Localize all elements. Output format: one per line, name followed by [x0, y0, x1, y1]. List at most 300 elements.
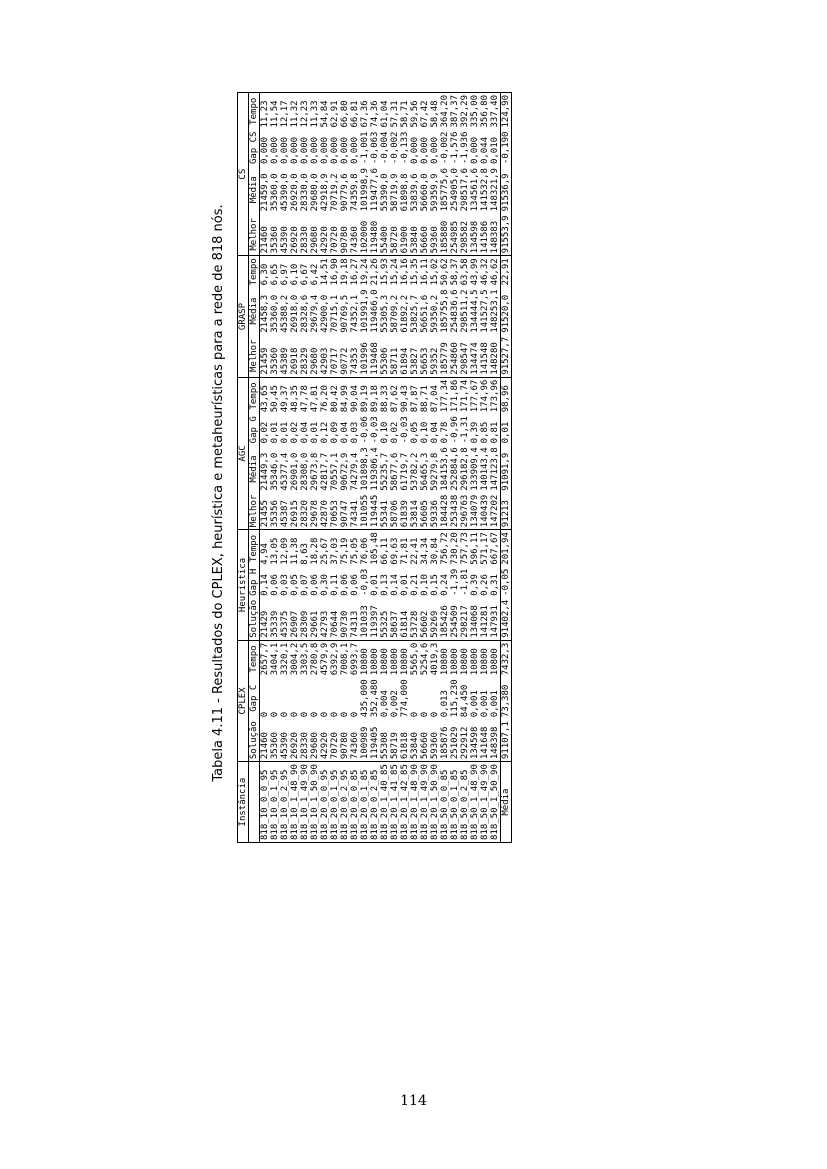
- value-cell: 0,01: [370, 574, 380, 596]
- value-cell: 91213: [501, 493, 512, 530]
- value-cell: 87,04: [430, 377, 440, 414]
- value-cell: 29680: [310, 226, 320, 254]
- value-cell: 667,67: [490, 530, 501, 567]
- value-cell: 14,51: [320, 256, 330, 288]
- value-cell: 6,65: [270, 256, 280, 288]
- value-cell: 35360,0: [270, 173, 280, 212]
- value-cell: 254985: [450, 220, 460, 254]
- value-cell: 42817,7: [320, 452, 330, 491]
- value-cell: 58,37: [450, 256, 460, 288]
- value-cell: 0,13: [380, 574, 390, 596]
- table-row: [350, 93, 360, 843]
- value-cell: 171,74: [460, 377, 470, 414]
- value-cell: 53840: [410, 732, 420, 760]
- value-cell: 0,06: [340, 574, 350, 596]
- value-cell: 70644: [330, 610, 340, 638]
- value-cell: 28330,0: [300, 173, 310, 212]
- value-cell: 58709,2: [390, 294, 400, 333]
- value-cell: 105,48: [370, 530, 380, 567]
- value-cell: 30,84: [430, 530, 440, 567]
- value-cell: -0,03: [370, 416, 380, 444]
- instance-cell: 818_50_0_2_85: [460, 762, 470, 843]
- value-cell: 89,18: [370, 377, 380, 414]
- value-cell: 74352,1: [350, 294, 360, 333]
- value-cell: 53827: [410, 347, 420, 375]
- header-heuristica: Heurística: [238, 530, 249, 641]
- value-cell: 50,45: [270, 377, 280, 414]
- value-cell: 774,000: [400, 679, 410, 718]
- value-cell: 26920,0: [290, 173, 300, 212]
- value-cell: 45387: [280, 500, 290, 528]
- value-cell: 13,05: [270, 530, 280, 567]
- table-row: [420, 93, 430, 843]
- value-cell: 22,91: [501, 256, 512, 288]
- value-cell: 91520,0: [501, 287, 512, 334]
- value-cell: 88,33: [380, 377, 390, 414]
- instance-cell: 818_20_0_2_85: [370, 762, 380, 843]
- instance-cell: 818_10_0_1_95: [270, 762, 280, 843]
- table-row: [400, 93, 410, 843]
- value-cell: 61818: [400, 732, 410, 760]
- value-cell: 101996: [360, 342, 370, 375]
- table-row: [310, 93, 320, 843]
- value-cell: 42903: [320, 347, 330, 375]
- value-cell: 54,84: [320, 93, 330, 130]
- value-cell: 11,23: [260, 93, 271, 130]
- value-cell: -0,004: [380, 131, 390, 165]
- value-cell: 119480: [370, 220, 380, 254]
- value-cell: 335,00: [470, 93, 480, 130]
- value-cell: 141281: [480, 605, 490, 638]
- instance-cell: 818_50_0_1_85: [450, 762, 460, 843]
- value-cell: 26907: [290, 610, 300, 638]
- table-row: [360, 93, 370, 843]
- value-cell: 4579,9: [320, 640, 330, 677]
- value-cell: 0,010: [490, 136, 500, 165]
- value-cell: 5565,0: [410, 640, 420, 677]
- value-cell: 28308,0: [300, 452, 310, 491]
- value-cell: 59,56: [410, 93, 420, 130]
- value-cell: 0,10: [380, 421, 390, 444]
- value-cell: 0,11: [330, 574, 340, 596]
- table-row: [390, 93, 400, 843]
- value-cell: 5254,6: [420, 640, 430, 677]
- column-header: Melhor: [249, 493, 260, 530]
- value-cell: 0: [260, 711, 270, 718]
- rotated-table-container: [205, 0, 605, 843]
- value-cell: 124,90: [501, 93, 512, 130]
- value-cell: 0: [320, 711, 330, 718]
- page-number: 114: [400, 1093, 427, 1109]
- average-row: [501, 93, 512, 843]
- value-cell: 70653: [330, 500, 340, 528]
- value-cell: 70719,2: [330, 173, 340, 212]
- value-cell: 101898,3: [360, 447, 370, 491]
- header-cplex: CPLEX: [238, 640, 249, 761]
- value-cell: 296182,8: [460, 447, 470, 491]
- value-cell: 84,450: [460, 684, 470, 718]
- instance-cell: 818_20_1_48_90: [410, 762, 420, 843]
- value-cell: 0,000: [270, 136, 280, 165]
- value-cell: 10800: [450, 640, 460, 677]
- value-cell: 21460: [260, 732, 270, 760]
- value-cell: 596,11: [470, 530, 480, 567]
- value-cell: 55308: [380, 732, 390, 760]
- value-cell: 55390,0: [380, 173, 390, 212]
- value-cell: 0,10: [420, 421, 430, 444]
- value-cell: 0,21: [410, 574, 420, 596]
- value-cell: 148280: [490, 342, 500, 375]
- column-header: Melhor: [249, 213, 260, 255]
- table-row: [410, 93, 420, 843]
- value-cell: 70720: [330, 226, 340, 254]
- value-cell: 0,85: [480, 421, 490, 444]
- value-cell: 45388,2: [280, 294, 290, 333]
- value-cell: 91553,9: [501, 213, 512, 255]
- value-cell: 29680: [310, 347, 320, 375]
- value-cell: 11,38: [290, 530, 300, 567]
- value-cell: 0,000: [330, 136, 340, 165]
- table-row: [430, 93, 440, 843]
- value-cell: 254836,6: [450, 289, 460, 333]
- value-cell: 0,04: [340, 421, 350, 444]
- value-cell: 6,97: [280, 256, 290, 288]
- instance-cell: 818_20_1_50_90: [430, 762, 440, 843]
- value-cell: 58677,6: [390, 452, 400, 491]
- value-cell: 0,03: [350, 421, 360, 444]
- value-cell: -0,190: [501, 131, 511, 165]
- value-cell: 91402,4: [501, 598, 512, 640]
- value-cell: -1,39: [450, 568, 460, 596]
- value-cell: 70715,1: [330, 294, 340, 333]
- column-header: Média: [249, 445, 260, 492]
- value-cell: 74313: [350, 610, 360, 638]
- column-header: Tempo: [249, 93, 260, 130]
- value-cell: 10800: [370, 640, 380, 677]
- instance-cell: 818_20_1_40_85: [380, 762, 390, 843]
- table-caption: Tabela 4.11 - Resultados do CPLEX, heurística e metaheurísticas para a rede de 818 nós.: [211, 204, 226, 782]
- value-cell: 10800: [380, 640, 390, 677]
- value-cell: 55306: [380, 347, 390, 375]
- value-cell: 12,09: [280, 530, 290, 567]
- value-cell: 16,11: [420, 256, 430, 288]
- value-cell: 292912: [460, 726, 470, 760]
- value-cell: 29680: [310, 732, 320, 760]
- value-cell: 101055: [360, 494, 370, 528]
- value-cell: 0,000: [280, 136, 290, 165]
- value-cell: 73,380: [501, 677, 512, 719]
- value-cell: 56660,0: [420, 173, 430, 212]
- instance-cell: 818_20_1_41_85: [390, 762, 400, 843]
- value-cell: 90780: [340, 226, 350, 254]
- column-header-empty: [249, 762, 260, 843]
- value-cell: 3303,5: [300, 640, 310, 677]
- value-cell: 337,40: [490, 93, 501, 130]
- value-cell: 55235,7: [380, 452, 390, 491]
- value-cell: 6,67: [300, 256, 310, 288]
- value-cell: 0,000: [430, 136, 440, 165]
- column-header: Média: [249, 287, 260, 334]
- value-cell: -0,002: [440, 131, 450, 165]
- value-cell: 0,06: [350, 574, 360, 596]
- value-cell: 18,28: [310, 530, 320, 567]
- value-cell: 0,06: [310, 574, 320, 596]
- table-row: [460, 93, 470, 843]
- table-row: [330, 93, 340, 843]
- table-row: [480, 93, 490, 843]
- value-cell: 28328,6: [300, 294, 310, 333]
- value-cell: 2657,7: [260, 640, 271, 677]
- value-cell: 0,01: [501, 414, 512, 445]
- value-cell: 56660: [420, 226, 430, 254]
- value-cell: -0,03: [400, 416, 410, 444]
- value-cell: 76,06: [360, 530, 370, 567]
- value-cell: 185876: [440, 726, 450, 760]
- value-cell: 0,04: [430, 421, 440, 444]
- value-cell: 10800: [470, 640, 480, 677]
- header-instancia: Instância: [238, 762, 249, 843]
- value-cell: 185426: [440, 605, 450, 638]
- value-cell: 35360: [270, 347, 280, 375]
- value-cell: -0,133: [400, 131, 410, 165]
- value-cell: 74341: [350, 500, 360, 528]
- value-cell: 141586: [480, 220, 490, 254]
- value-cell: 90730: [340, 610, 350, 638]
- value-cell: 74360: [350, 226, 360, 254]
- value-cell: 352,480: [370, 679, 380, 718]
- value-cell: 0: [270, 711, 280, 718]
- value-cell: 3404,1: [270, 640, 280, 677]
- value-cell: 148383: [490, 220, 500, 254]
- value-cell: 10800: [390, 640, 400, 677]
- value-cell: 10800: [480, 640, 490, 677]
- value-cell: 80,42: [330, 377, 340, 414]
- value-cell: 177,67: [470, 377, 480, 414]
- value-cell: 56465,3: [420, 452, 430, 491]
- value-cell: 298217: [460, 605, 470, 638]
- value-cell: 19,24: [360, 256, 370, 288]
- value-cell: 134068: [470, 605, 480, 638]
- value-cell: -0,06: [360, 416, 370, 444]
- value-cell: 35346,0: [270, 452, 280, 491]
- value-cell: 756,72: [440, 530, 450, 567]
- value-cell: 133909,4: [470, 447, 480, 491]
- value-cell: 84,99: [340, 377, 350, 414]
- value-cell: 59350,2: [430, 294, 440, 333]
- value-cell: 22,41: [410, 530, 420, 567]
- value-cell: 21459: [260, 347, 270, 375]
- value-cell: 0,14: [260, 574, 270, 596]
- value-cell: 90779,6: [340, 173, 350, 212]
- value-cell: -1,31: [460, 416, 470, 444]
- value-cell: 119477,6: [370, 168, 380, 212]
- value-cell: 53825,7: [410, 294, 420, 333]
- value-cell: 28330: [300, 732, 310, 760]
- value-cell: 42870: [320, 500, 330, 528]
- value-cell: 0,000: [420, 136, 430, 165]
- value-cell: 29680,0: [310, 173, 320, 212]
- value-cell: 0,01: [400, 574, 410, 596]
- header-grasp: GRASP: [238, 256, 249, 377]
- value-cell: 0,39: [470, 574, 480, 596]
- value-cell: 74353: [350, 347, 360, 375]
- value-cell: 91107,1: [501, 719, 512, 761]
- instance-cell: 818_20_0_2_95: [340, 762, 350, 843]
- value-cell: 254860: [450, 342, 460, 375]
- value-cell: 63,58: [460, 256, 470, 288]
- value-cell: 61839: [400, 500, 410, 528]
- value-cell: 298582: [460, 220, 470, 254]
- value-cell: 58637: [390, 610, 400, 638]
- value-cell: 364,20: [440, 93, 450, 130]
- value-cell: 356,80: [480, 93, 490, 130]
- value-cell: -0,03: [360, 568, 370, 596]
- column-header: Solução: [249, 719, 260, 761]
- value-cell: -1,001: [360, 131, 370, 165]
- value-cell: 0,000: [320, 136, 330, 165]
- value-cell: 0,002: [390, 690, 400, 718]
- value-cell: 0,000: [410, 136, 420, 165]
- value-cell: 0,000: [350, 136, 360, 165]
- value-cell: 6,10: [290, 256, 300, 288]
- value-cell: 0,01: [280, 421, 290, 444]
- value-cell: 53782,2: [410, 452, 420, 491]
- value-cell: 90769,5: [340, 294, 350, 333]
- column-header: Tempo: [249, 530, 260, 567]
- value-cell: 53814: [410, 500, 420, 528]
- value-cell: 10800: [490, 640, 501, 677]
- value-cell: 91091,9: [501, 445, 512, 492]
- value-cell: 58719,9: [390, 173, 400, 212]
- value-cell: 0,03: [280, 574, 290, 596]
- value-cell: 58706: [390, 500, 400, 528]
- column-header: Tempo: [249, 256, 260, 288]
- value-cell: 89,19: [360, 377, 370, 414]
- value-cell: 59279,8: [430, 452, 440, 491]
- value-cell: 28320: [300, 500, 310, 528]
- table-row: [290, 93, 300, 843]
- table-body: [260, 93, 501, 843]
- value-cell: 59269: [430, 610, 440, 638]
- value-cell: 62,91: [330, 93, 340, 130]
- value-cell: 87,62: [390, 377, 400, 414]
- value-cell: 90747: [340, 500, 350, 528]
- value-cell: 6392,9: [330, 640, 340, 677]
- value-cell: 61,04: [380, 93, 390, 130]
- value-cell: 59359,9: [430, 173, 440, 212]
- header-cs: CS: [238, 93, 249, 256]
- value-cell: 56651,6: [420, 294, 430, 333]
- column-header: Tempo: [249, 640, 260, 677]
- value-cell: -1,81: [460, 568, 470, 596]
- value-cell: 29679,4: [310, 294, 320, 333]
- table-row: [380, 93, 390, 843]
- instance-cell: 818_20_0_0_85: [350, 762, 360, 843]
- value-cell: 10800: [360, 640, 370, 677]
- value-cell: 59360: [430, 732, 440, 760]
- value-cell: 26915: [290, 500, 300, 528]
- value-cell: 147202: [490, 494, 500, 528]
- value-cell: 0,05: [290, 574, 300, 596]
- value-cell: 0,044: [480, 136, 490, 165]
- value-cell: 74359,8: [350, 173, 360, 212]
- value-cell: 29673,8: [310, 452, 320, 491]
- instance-cell: 818_20_0_0_95: [320, 762, 330, 843]
- value-cell: 0: [290, 711, 300, 718]
- value-cell: 148253,1: [490, 289, 500, 333]
- value-cell: 0,07: [300, 574, 310, 596]
- average-label: Média: [501, 762, 512, 843]
- value-cell: 21459,0: [260, 173, 270, 212]
- value-cell: 90772: [340, 347, 350, 375]
- value-cell: 59352: [430, 347, 440, 375]
- value-cell: 141532,8: [480, 168, 490, 212]
- table-row: [450, 93, 460, 843]
- value-cell: 91536,9: [501, 166, 512, 213]
- instance-cell: 818_50_1_50_90: [490, 762, 501, 843]
- value-cell: 298547: [460, 342, 470, 375]
- value-cell: 25,67: [320, 530, 330, 567]
- value-cell: 141648: [480, 726, 490, 760]
- value-cell: 7008,1: [340, 640, 350, 677]
- value-cell: 56602: [420, 610, 430, 638]
- value-cell: 0,39: [470, 421, 480, 444]
- value-cell: 4019,3: [430, 640, 440, 677]
- value-cell: 15,35: [410, 256, 420, 288]
- value-cell: 35360: [270, 732, 280, 760]
- value-cell: 571,17: [480, 530, 490, 567]
- value-cell: 42900,0: [320, 294, 330, 333]
- value-cell: 0: [410, 711, 420, 718]
- value-cell: 35360: [270, 226, 280, 254]
- value-cell: 0,004: [380, 690, 390, 718]
- value-cell: 298517,6: [460, 168, 470, 212]
- value-cell: 55305,3: [380, 294, 390, 333]
- table-row: [280, 93, 290, 843]
- value-cell: 0,000: [290, 136, 300, 165]
- value-cell: 21458,3: [260, 294, 270, 333]
- value-cell: 4,94: [260, 530, 271, 567]
- column-header-row: [249, 93, 260, 843]
- value-cell: 75,05: [350, 530, 360, 567]
- value-cell: 0,30: [320, 574, 330, 596]
- value-cell: 0,10: [420, 574, 430, 596]
- value-cell: 71,81: [400, 530, 410, 567]
- value-cell: 177,34: [440, 377, 450, 414]
- value-cell: 7432,3: [501, 640, 512, 677]
- value-cell: 87,87: [410, 377, 420, 414]
- value-cell: 43,99: [470, 256, 480, 288]
- value-cell: 6993,7: [350, 640, 360, 677]
- value-cell: 58,48: [430, 93, 440, 130]
- value-cell: -1,576: [450, 131, 460, 165]
- value-cell: 0,000: [300, 136, 310, 165]
- value-cell: -0,002: [390, 131, 400, 165]
- table-row: [440, 93, 450, 843]
- value-cell: 10800: [400, 640, 410, 677]
- value-cell: 0,02: [390, 421, 400, 444]
- value-cell: 253438: [450, 494, 460, 528]
- value-cell: 0,12: [320, 421, 330, 444]
- value-cell: 58711: [390, 347, 400, 375]
- value-cell: 119306,4: [370, 447, 380, 491]
- value-cell: 10800: [460, 640, 470, 677]
- value-cell: 201,94: [501, 530, 512, 567]
- value-cell: 0,06: [270, 574, 280, 596]
- value-cell: 42918,9: [320, 173, 330, 212]
- value-cell: 58,71: [400, 93, 410, 130]
- value-cell: 16,16: [400, 256, 410, 288]
